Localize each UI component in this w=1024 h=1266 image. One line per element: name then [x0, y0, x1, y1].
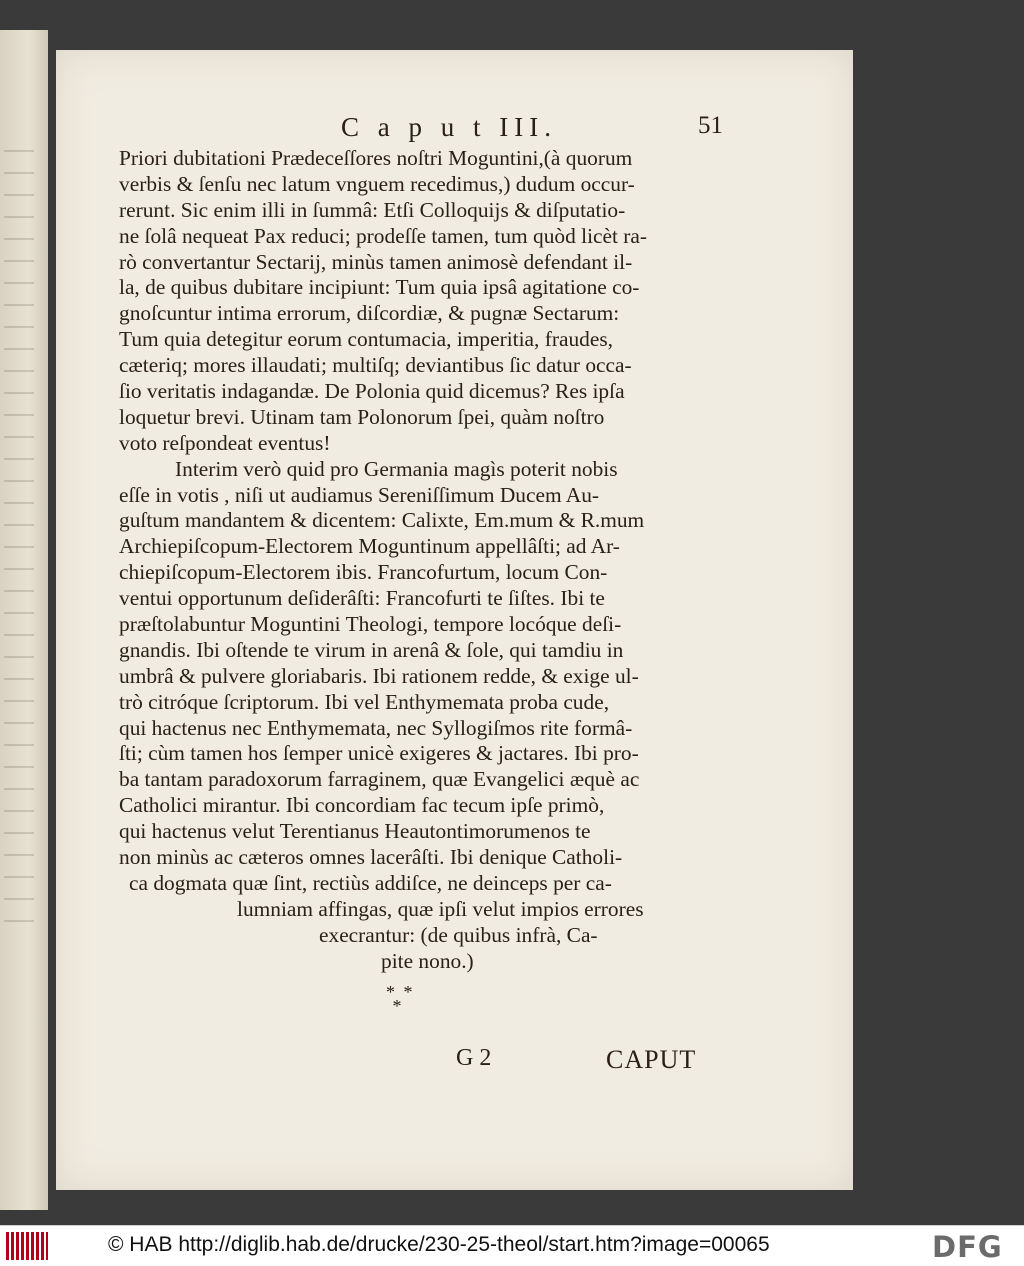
text-line: Interim verò quid pro Germania magìs poterit nobis — [175, 456, 618, 481]
text-line: non minùs ac cæteros omnes lacerâſti. Ibi denique Catholi- — [119, 845, 623, 870]
body-text — [119, 146, 739, 975]
text-line: Priori dubitationi Prædeceſſores noſtri Moguntini,(à quorum — [119, 146, 633, 170]
text-line: ne ſolâ nequeat Pax reduci; prodeſſe tamen, tum quòd licèt ra- — [119, 223, 648, 248]
text-line: ſti; cùm tamen hos ſemper unicè exigeres & jactares. Ibi pro- — [119, 741, 639, 766]
text-line: ſio veritatis indagandæ. De Polonia quid dicemus? Res ipſa — [119, 379, 625, 404]
text-line: ventui opportunum deſiderâſti: Francofurti te ſiſtes. Ibi te — [119, 586, 605, 611]
running-head — [56, 112, 853, 142]
previous-page-edge — [0, 30, 48, 1210]
page-number: 51 — [698, 112, 723, 139]
text-line: guſtum mandantem & dicentem: Calixte, Em.mum & R.mum — [119, 508, 645, 533]
text-line: trò citróque ſcriptorum. Ibi vel Enthymemata proba cude, — [119, 689, 610, 714]
chapter-running-title: C a p u t III. — [341, 112, 557, 142]
text-line: Tum quia detegitur eorum contumacia, imperitia, fraudes, — [119, 327, 614, 352]
dfg-logo: DFG — [932, 1230, 1003, 1264]
text-line: gnandis. Ibi oſtende te virum in arenâ & ſole, qui tamdiu in — [119, 637, 624, 662]
asterism-ornament: * * * — [386, 982, 415, 1016]
catchword: CAPUT — [606, 1045, 697, 1074]
previous-page-text-bleed — [4, 150, 34, 930]
text-line: Catholici mirantur. Ibi concordiam fac tecum ipſe primò, — [119, 793, 605, 818]
text-line: gnoſcuntur intima errorum, diſcordiæ, & pugnæ Sectarum: — [119, 301, 620, 326]
signature-mark: G 2 — [456, 1045, 492, 1071]
text-line: verbis & ſenſu nec latum vnguem recedimus,) dudum occur- — [119, 171, 635, 196]
footer-bar — [0, 1225, 1024, 1266]
text-line: qui hactenus nec Enthymemata, nec Syllogiſmos rite formâ- — [119, 715, 633, 740]
text-line: la, de quibus dubitare incipiunt: Tum quia ipsâ agitatione co- — [119, 275, 640, 300]
text-line: rerunt. Sic enim illi in ſummâ: Etſi Colloquijs & diſputatio- — [119, 197, 626, 222]
tapered-text-line: lumniam affingas, quæ ipſi velut impios errores — [237, 896, 644, 921]
text-line: chiepiſcopum-Electorem ibis. Francofurtum, locum Con- — [119, 560, 608, 585]
tapered-text-line: execrantur: (de quibus infrà, Ca- — [319, 922, 598, 947]
text-line: ba tantam paradoxorum farraginem, quæ Evangelici æquè ac — [119, 767, 640, 792]
text-line: loquetur brevi. Utinam tam Polonorum ſpei, quàm noſtro — [119, 404, 605, 429]
text-line: cæteriq; mores illaudati; multiſq; deviantibus ſic datur occa- — [119, 353, 632, 378]
text-line: umbrâ & pulvere gloriabaris. Ibi rationem redde, & exige ul- — [119, 663, 639, 688]
text-line: Archiepiſcopum-Electorem Moguntinum appellâſti; ad Ar- — [119, 534, 620, 559]
text-line: qui hactenus velut Terentianus Heautontimorumenos te — [119, 819, 591, 844]
text-line: præſtolabuntur Moguntini Theologi, tempore locóque deſi- — [119, 612, 622, 637]
text-line: eſſe in votis , niſi ut audiamus Sereniſſimum Ducem Au- — [119, 482, 600, 507]
tapered-text-line: pite nono.) — [381, 948, 474, 973]
hab-logo-icon — [6, 1232, 48, 1260]
book-page — [56, 50, 853, 1190]
text-line: voto reſpondeat eventus! — [119, 430, 331, 455]
tapered-text-line: ca dogmata quæ ſint, rectiùs addiſce, ne deinceps per ca- — [129, 870, 612, 895]
citation-link[interactable]: © HAB http://diglib.hab.de/drucke/230-25-theol/start.htm?image=00065 — [108, 1233, 770, 1256]
text-line: rò convertantur Sectarij, minùs tamen animosè defendant il- — [119, 249, 633, 274]
